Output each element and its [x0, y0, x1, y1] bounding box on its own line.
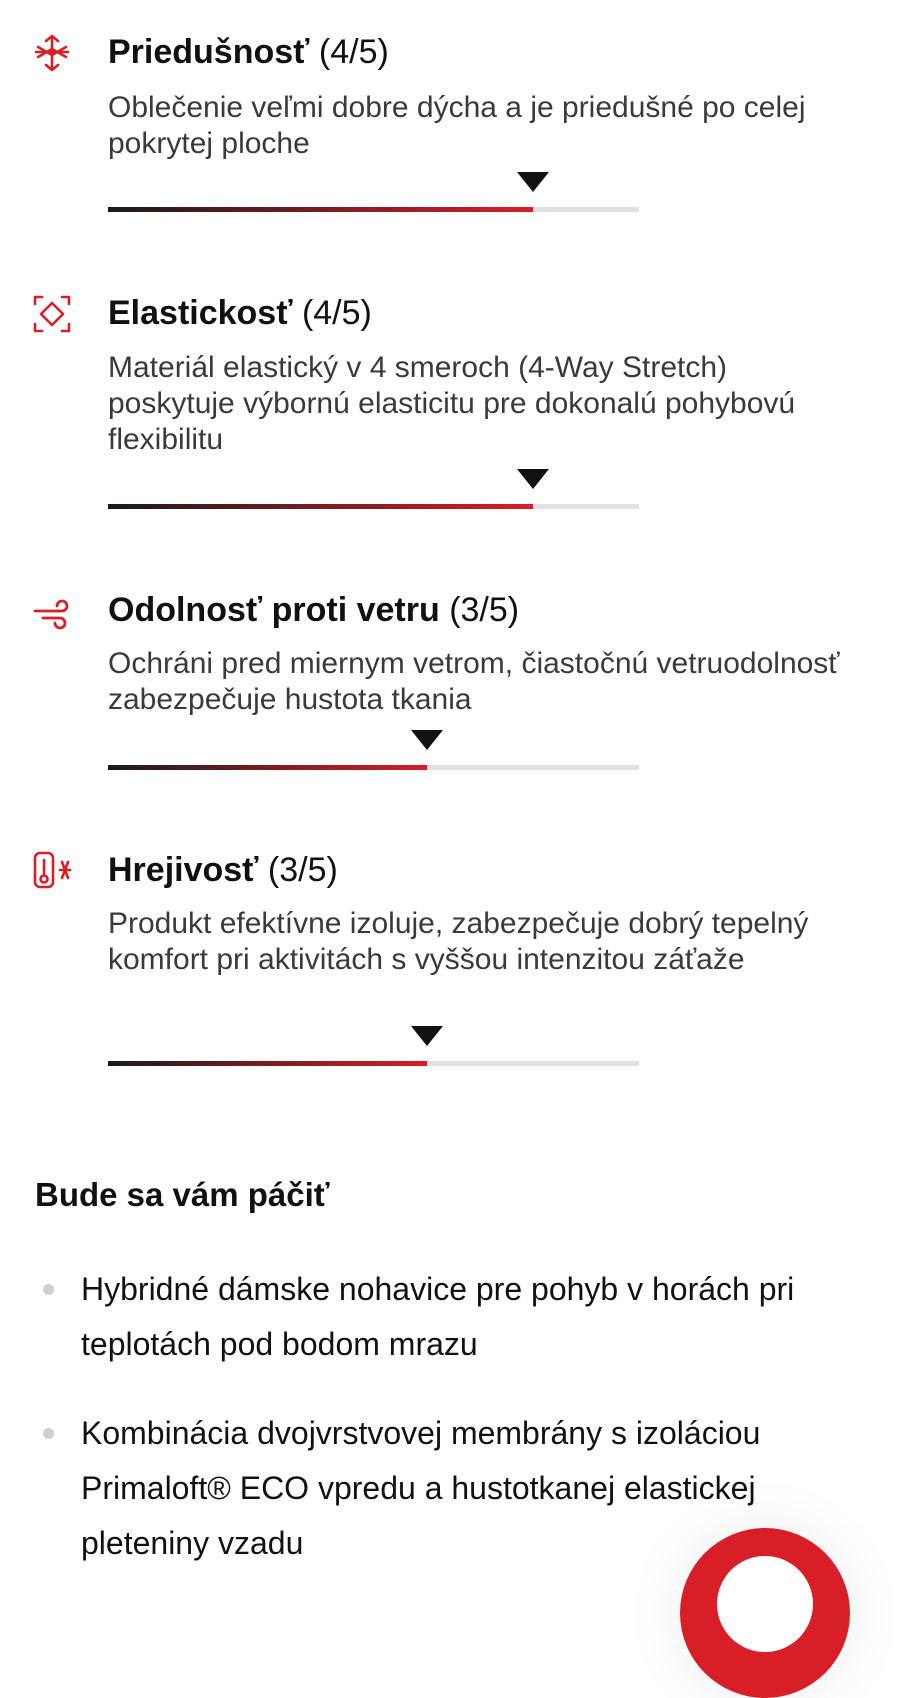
- bullet-dot-icon: [43, 1284, 54, 1295]
- feature-name: Priedušnosť: [108, 33, 310, 71]
- feature-description: Ochráni pred miernym vetrom, čiastočnú vetruodolnosť zabezpečuje hustota tkania: [108, 647, 840, 716]
- rating-marker-icon: [517, 469, 549, 489]
- rating-bar: [108, 172, 639, 212]
- feature-score: (4/5): [301, 294, 372, 332]
- rating-bar: [108, 1026, 639, 1066]
- feature-title: [108, 590, 519, 630]
- rating-fill: [108, 1061, 427, 1066]
- feature-title: [108, 293, 372, 333]
- bullet-dot-icon: [43, 1428, 54, 1439]
- breathability-icon: [32, 33, 72, 73]
- feature-description: Oblečenie veľmi dobre dýcha a je priedušné po celej pokrytej ploche: [108, 91, 806, 160]
- benefits-heading: Bude sa vám páčiť: [35, 1176, 330, 1213]
- list-item: [35, 1262, 865, 1372]
- rating-bar: [108, 469, 639, 509]
- feature-name: Hrejivosť: [108, 851, 259, 889]
- rating-fill: [108, 765, 427, 770]
- feature-title: [108, 32, 389, 72]
- feature-title: [108, 850, 338, 890]
- rating-marker-icon: [411, 1026, 443, 1046]
- rating-fill: [108, 504, 533, 509]
- rating-bar: [108, 730, 639, 770]
- feature-name: Elastickosť: [108, 294, 293, 332]
- feature-description: Materiál elastický v 4 smeroch (4-Way Stretch) poskytuje výbornú elasticitu pre dokonalú pohybovú flexibilitu: [108, 351, 796, 456]
- list-item-text: Hybridné dámske nohavice pre pohyb v horách pri teplotách pod bodom mrazu: [81, 1271, 795, 1362]
- rating-marker-icon: [517, 172, 549, 192]
- feature-score: (3/5): [267, 851, 338, 889]
- chat-icon: [717, 1556, 813, 1652]
- warmth-thermometer-icon: [32, 850, 72, 890]
- feature-score: (4/5): [318, 33, 389, 71]
- list-item-text: Kombinácia dvojvrstvovej membrány s izoláciou Primaloft® ECO vpredu a hustotkanej elastickej pleteniny vzadu: [81, 1415, 761, 1561]
- rating-fill: [108, 207, 533, 212]
- rating-marker-icon: [411, 730, 443, 750]
- feature-description: Produkt efektívne izoluje, zabezpečuje dobrý tepelný komfort pri aktivitách s vyššou intenzitou záťaže: [108, 907, 809, 976]
- elasticity-icon: [32, 294, 72, 334]
- feature-score: (3/5): [449, 591, 520, 629]
- chat-button[interactable]: [680, 1528, 850, 1698]
- wind-icon: [32, 594, 72, 634]
- feature-name: Odolnosť proti vetru: [108, 591, 440, 629]
